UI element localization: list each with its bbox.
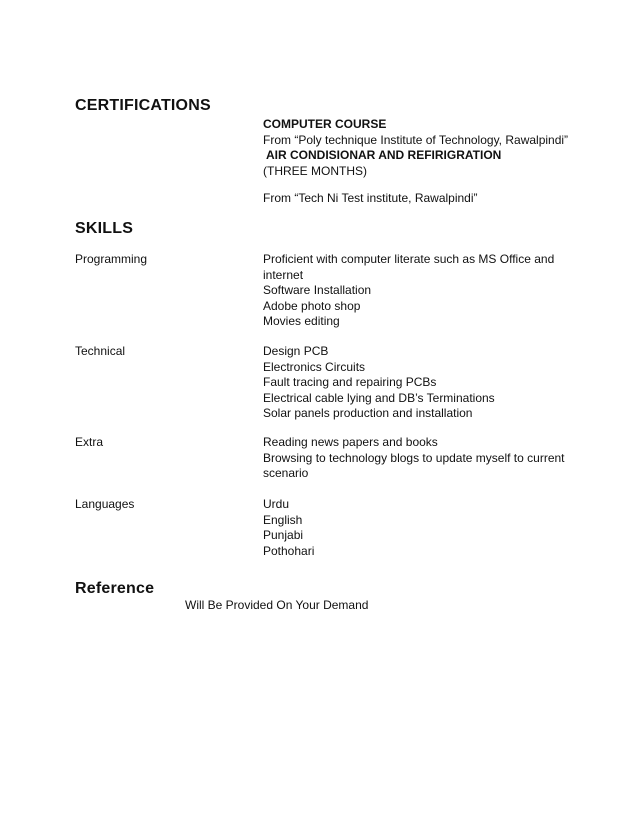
reference-heading: Reference: [75, 580, 155, 597]
skill-list: [263, 344, 593, 422]
skill-category-label: Programming: [75, 252, 148, 266]
skill-item: English: [263, 512, 303, 527]
skill-item: Pothohari: [263, 543, 315, 558]
skill-item: Proficient with computer literate such as MS Office and internet: [263, 252, 555, 282]
skill-item: Electrical cable lying and DB’s Terminations: [263, 390, 495, 405]
skill-category-label: Technical: [75, 344, 126, 358]
skills-heading: SKILLS: [75, 220, 134, 237]
certifications-heading: CERTIFICATIONS: [75, 97, 211, 114]
certification-course-title: COMPUTER COURSE: [263, 117, 387, 131]
skill-item: Browsing to technology blogs to update myself to current scenario: [263, 450, 565, 480]
certification-course-duration: (THREE MONTHS): [263, 164, 367, 178]
skill-item: Urdu: [263, 497, 290, 511]
skill-list: [263, 435, 593, 482]
skill-list: [263, 252, 593, 330]
skill-item: Fault tracing and repairing PCBs: [263, 375, 437, 389]
skill-item: Movies editing: [263, 314, 340, 328]
skill-item: Adobe photo shop: [263, 298, 361, 313]
skill-item: Design PCB: [263, 344, 329, 358]
reference-text: Will Be Provided On Your Demand: [185, 598, 369, 612]
skill-item: Software Installation: [263, 283, 372, 297]
skill-item: Solar panels production and installation: [263, 406, 473, 420]
skill-list: [263, 497, 593, 559]
skill-item: Punjabi: [263, 528, 304, 542]
certification-course-title: AIR CONDISIONAR AND REFIRIGRATION: [266, 148, 502, 162]
certification-course-institute: From “Poly technique Institute of Technology, Rawalpindi”: [263, 133, 569, 147]
skill-item: Electronics Circuits: [263, 359, 366, 374]
skill-category-label: Extra: [75, 435, 104, 449]
certification-course-institute: From “Tech Ni Test institute, Rawalpindi”: [263, 191, 478, 205]
skill-item: Reading news papers and books: [263, 435, 438, 449]
skill-category-label: Languages: [75, 497, 135, 511]
